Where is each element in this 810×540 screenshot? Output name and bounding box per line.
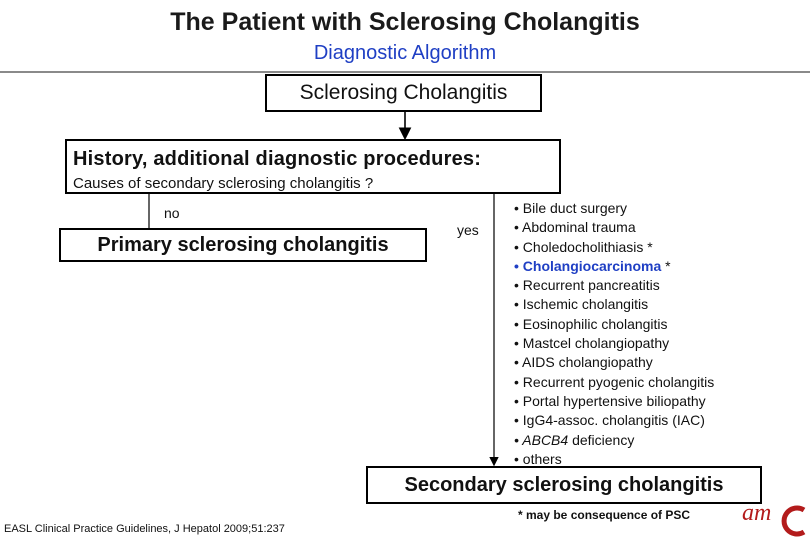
node-primary-sclerosing-cholangitis	[59, 228, 427, 262]
cause-item: • AIDS cholangiopathy	[514, 354, 653, 371]
footnote: * may be consequence of PSC	[518, 508, 691, 522]
cause-item-cholangiocarcinoma: • Cholangiocarcinoma *	[514, 257, 671, 274]
cause-item: • Abdominal trauma	[514, 219, 636, 236]
cause-item: • others	[514, 450, 562, 467]
cause-item: • Bile duct surgery	[514, 200, 628, 216]
logo	[742, 500, 808, 538]
cause-item: • Recurrent pyogenic cholangitis	[514, 373, 715, 390]
node-sclerosing-cholangitis-label: Sclerosing Cholangitis	[299, 81, 508, 104]
cause-item: • Mastcel cholangiopathy	[514, 335, 670, 352]
cause-item: • Portal hypertensive biliopathy	[514, 392, 706, 409]
logo-text: am	[742, 500, 772, 526]
page-title: The Patient with Sclerosing Cholangitis	[170, 8, 640, 36]
node-history	[65, 139, 561, 194]
node-primary-label: Primary sclerosing cholangitis	[97, 234, 389, 256]
branch-label-no: no	[164, 205, 180, 221]
node-secondary-label: Secondary sclerosing cholangitis	[404, 474, 724, 496]
node-secondary-sclerosing-cholangitis	[366, 466, 762, 504]
node-history-question: Causes of secondary sclerosing cholangitis ?	[73, 175, 374, 192]
cause-item-abcb4: • ABCB4 deficiency	[514, 431, 635, 448]
citation: EASL Clinical Practice Guidelines, J Hepatol 2009;51:237	[4, 523, 285, 535]
page-subtitle: Diagnostic Algorithm	[313, 42, 497, 64]
cause-item: • IgG4-assoc. cholangitis (IAC)	[514, 412, 705, 429]
cause-item: • Recurrent pancreatitis	[514, 277, 660, 294]
branch-label-yes: yes	[457, 222, 479, 238]
logo-c-icon	[742, 500, 808, 538]
cause-item: • Ischemic cholangitis	[514, 296, 649, 313]
cause-item: • Choledocholithiasis *	[514, 238, 653, 255]
node-history-title: History, additional diagnostic procedures:	[73, 148, 482, 170]
secondary-causes-list	[514, 199, 714, 469]
node-sclerosing-cholangitis	[265, 74, 542, 112]
cause-item: • Eosinophilic cholangitis	[514, 315, 668, 332]
